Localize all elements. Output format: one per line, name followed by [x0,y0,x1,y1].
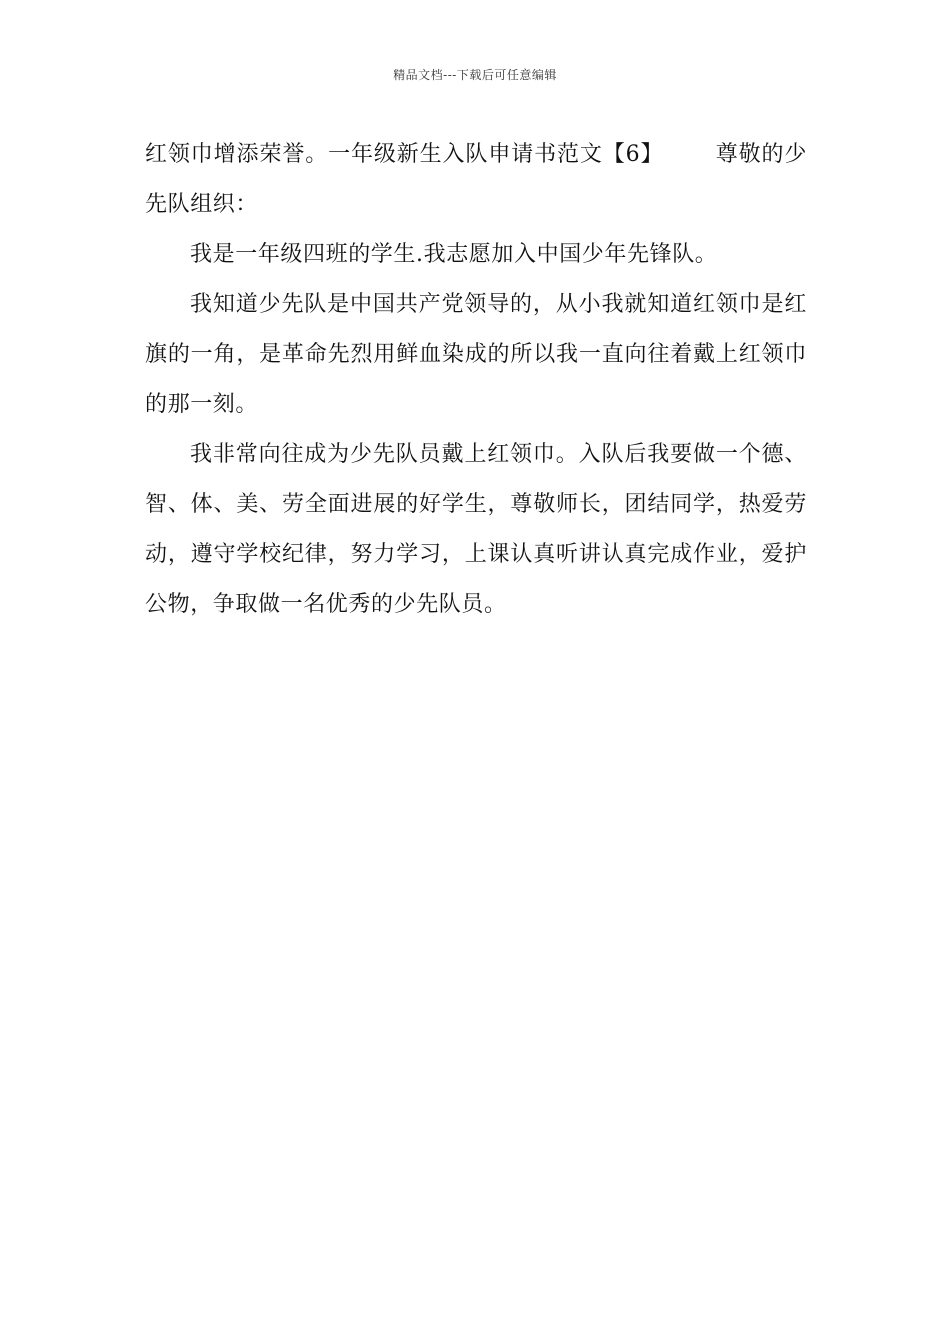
title-line: 红领巾增添荣誉。一年级新生入队申请书范文【6】 [145,142,664,167]
opening-paragraph [145,130,807,230]
paragraph-1: 我是一年级四班的学生.我志愿加入中国少年先锋队。 [190,242,718,267]
salutation: 尊敬的少先队组织： [145,142,807,217]
document-body [145,130,807,630]
paragraph-2: 我知道少先队是中国共产党领导的，从小我就知道红领巾是红旗的一角，是革命先烈用鲜血染成的所以我一直向往着戴上红领巾的那一刻。 [145,292,807,417]
page-header: 精品文档---下载后可任意编辑 [393,68,557,82]
paragraph-3: 我非常向往成为少先队员戴上红领巾。入队后我要做一个德、智、体、美、劳全面进展的好学生，尊敬师长，团结同学，热爱劳动，遵守学校纪律，努力学习，上课认真听讲认真完成作业，爱护公物，争取做一名优秀的少先队员。 [145,442,807,617]
